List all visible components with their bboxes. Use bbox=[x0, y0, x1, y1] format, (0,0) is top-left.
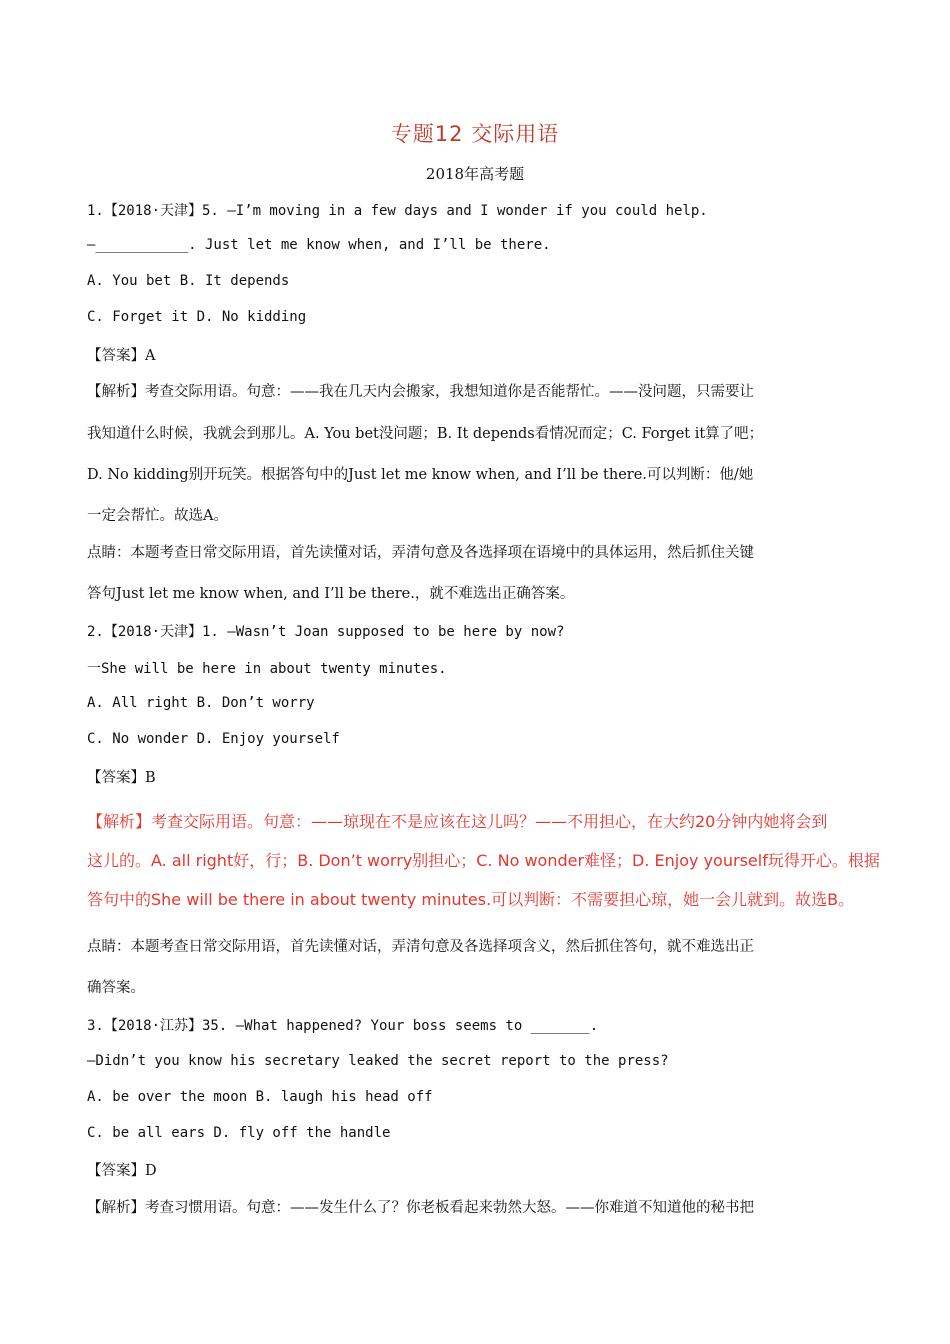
q2-options-cd: C. No wonder D. Enjoy yourself bbox=[87, 731, 340, 747]
q1-analysis-3: D. No kidding别开玩笑。根据答句中的Just let me know when, and I’ll be there.可以判断：他/她 bbox=[87, 467, 754, 483]
q2-analysis-3: 答句中的She will be there in about twenty minutes.可以判断：不需要担心琼，她一会儿就到。故选B。 bbox=[87, 890, 855, 909]
q3-options-cd: C. be all ears D. fly off the handle bbox=[87, 1125, 391, 1141]
q1-analysis-1: 【解析】考查交际用语。句意：——我在几天内会搬家，我想知道你是否能帮忙。——没问题，只需要让 bbox=[87, 384, 754, 400]
q3-options-ab: A. be over the moon B. laugh his head off bbox=[87, 1089, 433, 1105]
page-subtitle: 2018年高考题 bbox=[425, 165, 525, 183]
page-title: 专题12 交际用语 bbox=[390, 122, 560, 146]
q1-options-cd: C. Forget it D. No kidding bbox=[87, 309, 307, 325]
q3-response: —Didn’t you know his secretary leaked the secret report to the press? bbox=[87, 1053, 669, 1069]
q3-answer: 【答案】D bbox=[87, 1163, 157, 1179]
q2-answer: 【答案】B bbox=[87, 770, 156, 786]
q1-note-1: 点睛：本题考查日常交际用语，首先读懂对话，弄清句意及各选择项在语境中的具体运用，然后抓住关键 bbox=[87, 545, 754, 561]
q1-stem: 1.【2018·天津】5. —I’m moving in a few days and I wonder if you could help. bbox=[87, 203, 708, 219]
q2-response: 一She will be here in about twenty minutes. bbox=[87, 661, 447, 677]
q1-note-2: 答句Just let me know when, and I’ll be there.，就不难选出正确答案。 bbox=[87, 586, 575, 602]
q2-analysis-1: 【解析】考查交际用语。句意：——琼现在不是应该在这儿吗？——不用担心，在大约20分钟内她将会到 bbox=[87, 812, 828, 831]
q2-stem: 2.【2018·天津】1. —Wasn’t Joan supposed to be here by now? bbox=[87, 624, 565, 640]
q2-analysis-2: 这儿的。A. all right好，行；B. Don’t worry别担心；C. No wonder难怪；D. Enjoy yourself玩得开心。根据 bbox=[87, 851, 880, 870]
q2-note-1: 点睛：本题考查日常交际用语，首先读懂对话，弄清句意及各选择项含义，然后抓住答句，就不难选出正 bbox=[87, 939, 754, 955]
q2-options-ab: A. All right B. Don’t worry bbox=[87, 695, 315, 711]
q1-options-ab: A. You bet B. It depends bbox=[87, 273, 290, 289]
q1-answer: 【答案】A bbox=[87, 348, 156, 364]
q1-analysis-4: 一定会帮忙。故选A。 bbox=[87, 508, 228, 524]
q2-note-2: 确答案。 bbox=[87, 980, 145, 996]
q3-analysis-1: 【解析】考查习惯用语。句意：——发生什么了？你老板看起来勃然大怒。——你难道不知道他的秘书把 bbox=[87, 1200, 754, 1216]
q1-analysis-2: 我知道什么时候，我就会到那儿。A. You bet没问题；B. It depends看情况而定；C. Forget it算了吧； bbox=[87, 426, 764, 442]
q1-response: —___________. Just let me know when, and I’ll be there. bbox=[87, 237, 551, 253]
q3-stem: 3.【2018·江苏】35. —What happened? Your boss seems to _______. bbox=[87, 1018, 599, 1034]
